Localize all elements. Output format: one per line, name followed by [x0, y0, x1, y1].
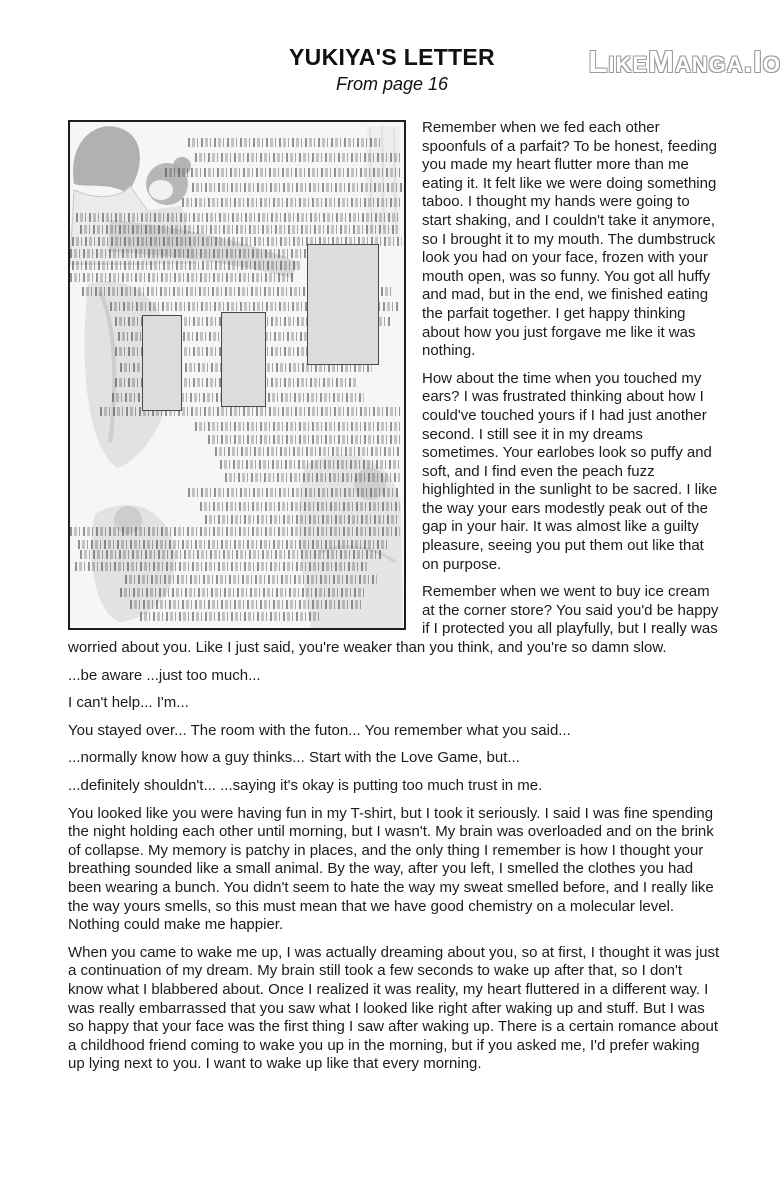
page-subtitle: From page 16 — [335, 74, 449, 94]
covered-panel-middle — [221, 312, 266, 407]
covered-panel-large — [307, 244, 379, 365]
covered-panel-left — [142, 315, 182, 411]
letter-paragraph: How about the time when you touched my ears? I was frustrated thinking about how I could've touched yours if I had just another second. I still see it in my dreams sometimes. Your earlobes look so puffy and soft, and I find even the peach fuzz highlighted in the sunlight to be sacred. I like the way your ears modestly peak out of the gap in your hair. It was almost like a guilty pleasure, seeing you put them out like that on purpose. — [422, 369, 718, 573]
letter-paragraph: When you came to wake me up, I was actually dreaming about you, so at first, I thought it was just a continuation of my dream. My brain still took a few seconds to wake up after that, so I don't know what I blabbered about. Once I realized it was reality, my heart fluttered in a different way. I was really embarrassed that you saw what I looked like right after waking up and stuff. But I was so happy that your face was the first thing I saw after waking up. There is a certain romance about a childhood friend coming to wake you up in the morning, but if you asked me, I'd prefer waking up lying next to you. I want to wake up like that every morning. — [68, 943, 720, 1073]
letter-paragraph: I can't help... I'm... — [68, 694, 189, 712]
letter-text — [68, 119, 720, 1074]
letter-paragraph: You looked like you were having fun in my T-shirt, but I took it seriously. I said I was fine spending the night holding each other until morning, but I wasn't. My brain was overloaded and on the brink of collapse. My memory is patchy in places, and the only thing I remember is how I thought your breathing sounded like a small animal. By the way, after you left, I smelled the clothes you had been wearing a bunch. You didn't seem to hate the way my sweat smelled before, and I really like the way yours smells, so this must mean that we have good chemistry on a molecular level. Nothing could make me happier. — [68, 804, 714, 934]
letter-paragraph: You stayed over... The room with the futon... You remember what you said... — [68, 721, 571, 739]
letter-paragraph: ...normally know how a guy thinks... Start with the Love Game, but... — [68, 749, 520, 767]
letter-paragraph: Remember when we went to buy ice cream at the corner store? You said you'd be happy if I protected you all playfully, but I really was worried about you. Like I just said, you're weaker than you think, and you're so damn slow. — [68, 583, 719, 657]
page — [0, 44, 784, 1189]
letter-paragraph: ...definitely shouldn't... ...saying it's okay is putting too much trust in me. — [68, 777, 543, 794]
manga-letter-image — [68, 120, 406, 630]
letter-paragraph: ...be aware ...just too much... — [68, 666, 261, 684]
page-title: YUKIYA'S LETTER — [289, 44, 495, 70]
letter-paragraph: Remember when we fed each other spoonfuls of a parfait? To be honest, feeding you made my heart flutter more than me eating it. It felt like we were doing something taboo. I thought my hands were going to start shaking, and I couldn't take it anymore, so I brought it to my mouth. The dumbstruck look you had on your face, frozen with your mouth open, was so funny. You got all huffy and mad, but in the end, we finished eating the parfait together. I get happy thinking about how you just forgave me like it was nothing. — [422, 119, 717, 360]
site-logo: LikeManga.Io — [588, 44, 781, 79]
